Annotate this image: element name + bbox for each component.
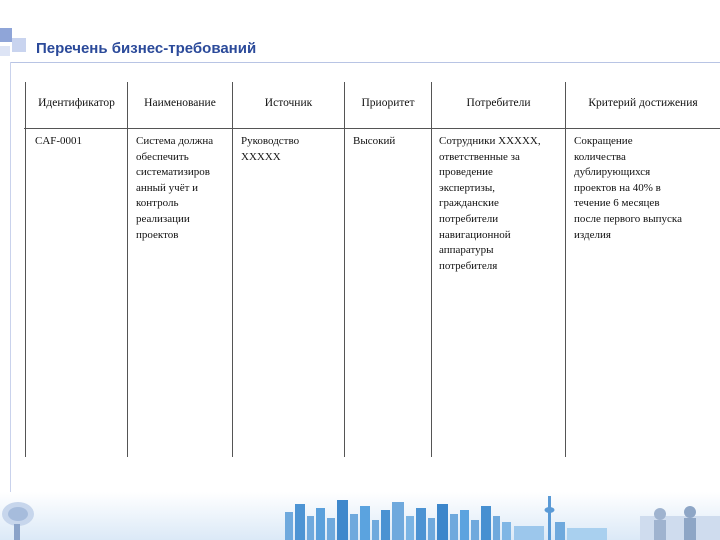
cell-id: CAF-0001 xyxy=(35,135,83,147)
header-name: Наименование xyxy=(144,97,216,109)
table-vline xyxy=(565,82,566,457)
header-source: Источник xyxy=(264,97,313,109)
table-vline xyxy=(431,82,432,457)
header-divider xyxy=(24,128,720,129)
cell-source: Руководство XXXXX xyxy=(241,135,300,163)
table-vline xyxy=(127,82,128,457)
cell-priority: Высокий xyxy=(353,135,396,147)
header-id: Идентификатор xyxy=(38,97,115,109)
decor-square-2 xyxy=(12,38,26,52)
requirements-table xyxy=(0,82,720,457)
slide-title: Перечень бизнес-требований xyxy=(36,40,257,57)
table-vline xyxy=(344,82,345,457)
cell-criterion: Сокращение количества дублирующихся проектов на 40% в течение 6 месяцев после первого выпуска изделия xyxy=(574,135,682,241)
cell-name: Система должна обеспечить систематизиров анный учёт и контроль реализации проектов xyxy=(136,135,214,241)
decor-square-3 xyxy=(0,46,10,56)
title-divider xyxy=(10,62,720,63)
header-consumers: Потребители xyxy=(466,97,531,109)
skyline-footer-image xyxy=(0,492,720,540)
cell-consumers: Сотрудники XXXXX, ответственные за проведение экспертизы, гражданские потребители навигационной аппаратуры потребителя xyxy=(439,135,541,272)
decor-square-1 xyxy=(0,28,12,42)
header-priority: Приоритет xyxy=(361,97,415,109)
table-vline xyxy=(25,82,26,457)
header-criterion: Критерий достижения xyxy=(588,97,698,109)
table-vline xyxy=(232,82,233,457)
